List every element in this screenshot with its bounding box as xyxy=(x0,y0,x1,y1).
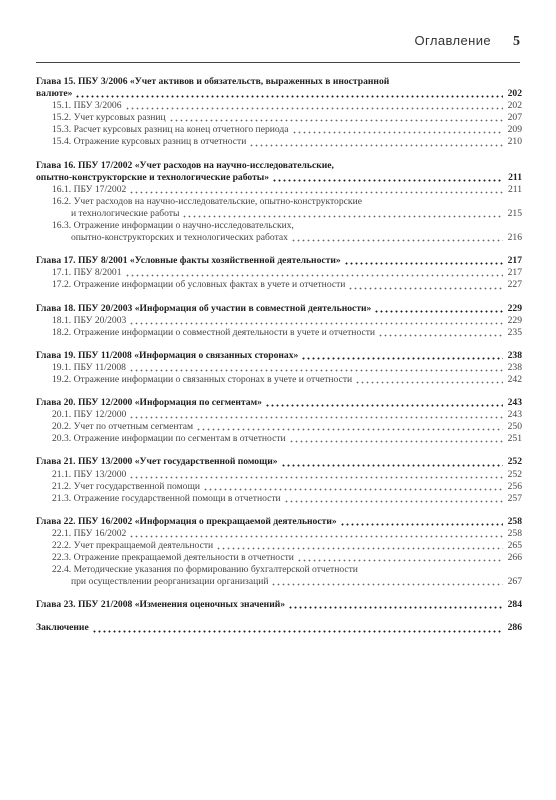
chapter-title: опытно-конструкторские и технологические работы» xyxy=(36,171,270,183)
dot-leader xyxy=(203,481,503,491)
section-title: 16.1. ПБУ 17/2002 xyxy=(52,183,127,195)
chapter-title: валюте» xyxy=(36,88,73,100)
chapter-entry[interactable] xyxy=(36,516,522,528)
section-entry[interactable] xyxy=(36,112,522,124)
section-title: 20.2. Учет по отчетным сегментам xyxy=(52,421,194,433)
dot-leader xyxy=(196,421,503,431)
dot-leader xyxy=(129,469,503,479)
dot-leader xyxy=(75,88,503,98)
chapter-title: Глава 22. ПБУ 16/2002 «Информация о прекращаемой деятельности» xyxy=(36,515,337,527)
toc-chapter xyxy=(36,350,522,386)
chapter-title: Глава 21. ПБУ 13/2000 «Учет государственной помощи» xyxy=(36,456,278,468)
section-entry[interactable] xyxy=(36,267,522,279)
chapter-page-number: 217 xyxy=(507,255,522,267)
dot-leader xyxy=(265,397,503,407)
section-page-number: 250 xyxy=(507,421,522,433)
section-title: 20.3. Отражение информации по сегментам в отчетности xyxy=(52,433,286,445)
toc-chapter xyxy=(36,160,522,245)
section-title: 20.1. ПБУ 12/2000 xyxy=(52,409,127,421)
chapter-entry[interactable] xyxy=(36,88,522,100)
section-page-number: 257 xyxy=(507,492,522,504)
chapter-title-line: Глава 16. ПБУ 17/2002 «Учет расходов на научно-исследовательские, xyxy=(36,159,334,171)
dot-leader xyxy=(129,409,503,419)
toc-chapter xyxy=(36,622,522,634)
dot-leader xyxy=(288,599,503,609)
chapter-entry[interactable] xyxy=(36,622,522,634)
section-page-number: 251 xyxy=(507,433,522,445)
chapter-entry[interactable] xyxy=(36,397,522,409)
section-entry[interactable] xyxy=(36,232,522,244)
dot-leader xyxy=(129,528,503,538)
chapter-entry[interactable] xyxy=(36,255,522,267)
dot-leader xyxy=(272,172,503,182)
dot-leader xyxy=(125,100,503,110)
dot-leader xyxy=(292,124,503,134)
dot-leader xyxy=(284,493,503,503)
section-page-number: 243 xyxy=(507,409,522,421)
section-title: 15.1. ПБУ 3/2006 xyxy=(52,100,122,112)
toc-chapter xyxy=(36,397,522,445)
section-page-number: 258 xyxy=(507,527,522,539)
chapter-title: Глава 19. ПБУ 11/2008 «Информация о связанных сторонах» xyxy=(36,349,299,361)
section-title: 15.2. Учет курсовых разниц xyxy=(52,112,166,124)
section-entry[interactable] xyxy=(36,552,522,564)
chapter-page-number: 243 xyxy=(507,397,522,409)
section-page-number: 266 xyxy=(507,552,522,564)
section-entry[interactable] xyxy=(36,124,522,136)
chapter-entry[interactable] xyxy=(36,350,522,362)
section-title-line: 16.2. Учет расходов на научно-исследовательские, опытно-конструкторские xyxy=(52,195,362,207)
chapter-entry[interactable] xyxy=(36,172,522,184)
section-entry[interactable] xyxy=(36,409,522,421)
section-entry[interactable] xyxy=(36,100,522,112)
toc-chapter xyxy=(36,303,522,339)
section-title-line: 16.3. Отражение информации о научно-исследовательских, xyxy=(52,220,294,232)
dot-leader xyxy=(374,303,503,313)
chapter-page-number: 211 xyxy=(508,171,522,183)
section-entry[interactable] xyxy=(36,327,522,339)
section-title: 21.1. ПБУ 13/2000 xyxy=(52,468,127,480)
chapter-title-line: Глава 15. ПБУ 3/2006 «Учет активов и обязательств, выраженных в иностранной xyxy=(36,76,390,87)
chapter-title: Глава 17. ПБУ 8/2001 «Условные факты хозяйственной деятельности» xyxy=(36,255,341,267)
section-title: 22.2. Учет прекращаемой деятельности xyxy=(52,540,214,551)
dot-leader xyxy=(281,457,503,467)
section-page-number: 207 xyxy=(507,112,522,124)
chapter-page-number: 252 xyxy=(507,456,522,468)
dot-leader xyxy=(301,350,503,360)
section-entry[interactable] xyxy=(36,433,522,445)
header-divider xyxy=(36,62,520,63)
section-title: 18.2. Отражение информации о совместной деятельности в учете и отчетности xyxy=(52,326,376,338)
section-entry[interactable] xyxy=(36,481,522,493)
chapter-entry[interactable] xyxy=(36,599,522,611)
dot-leader xyxy=(92,623,503,633)
section-entry[interactable] xyxy=(36,315,522,327)
section-title: и технологические работы xyxy=(71,207,180,219)
section-title: 22.3. Отражение прекращаемой деятельности в отчетности xyxy=(52,552,294,564)
dot-leader xyxy=(355,374,503,384)
dot-leader xyxy=(216,540,503,550)
section-page-number: 209 xyxy=(507,124,522,136)
chapter-page-number: 202 xyxy=(507,88,522,100)
section-title: при осуществлении реорганизации организаций xyxy=(71,576,269,588)
section-entry[interactable] xyxy=(36,184,522,196)
section-entry[interactable] xyxy=(36,136,522,148)
dot-leader xyxy=(348,280,503,290)
toc-chapter xyxy=(36,255,522,291)
section-page-number: 210 xyxy=(507,136,522,148)
section-page-number: 227 xyxy=(507,279,522,291)
dot-leader xyxy=(291,232,503,242)
chapter-title: Заключение xyxy=(36,622,89,634)
running-header xyxy=(36,33,520,55)
section-page-number: 216 xyxy=(507,232,522,244)
section-page-number: 217 xyxy=(507,267,522,279)
section-entry[interactable] xyxy=(36,576,522,588)
section-page-number: 242 xyxy=(507,373,522,385)
section-title: 15.4. Отражение курсовых разниц в отчетности xyxy=(52,136,247,148)
dot-leader xyxy=(289,433,503,443)
toc-chapter xyxy=(36,456,522,504)
section-title: 19.2. Отражение информации о связанных сторонах в учете и отчетности xyxy=(52,373,353,385)
dot-leader xyxy=(271,576,503,586)
section-entry[interactable] xyxy=(36,421,522,433)
section-page-number: 229 xyxy=(507,314,522,326)
chapter-page-number: 238 xyxy=(507,349,522,361)
section-page-number: 252 xyxy=(507,468,522,480)
dot-leader xyxy=(297,552,503,562)
dot-leader xyxy=(344,255,503,265)
section-title-line: 22.4. Методические указания по формированию бухгалтерской отчетности xyxy=(52,564,358,576)
section-title: 18.1. ПБУ 20/2003 xyxy=(52,314,127,326)
section-title: 21.3. Отражение государственной помощи в отчетности xyxy=(52,492,281,504)
section-title: 17.1. ПБУ 8/2001 xyxy=(52,267,122,279)
section-entry[interactable] xyxy=(36,528,522,540)
dot-leader xyxy=(169,112,503,122)
section-page-number: 265 xyxy=(507,540,522,551)
dot-leader xyxy=(378,327,503,337)
chapter-entry[interactable] xyxy=(36,303,522,315)
section-entry[interactable] xyxy=(36,469,522,481)
section-entry[interactable] xyxy=(36,279,522,291)
section-title: опытно-конструкторских и технологических работах xyxy=(71,232,288,244)
chapter-page-number: 284 xyxy=(507,599,522,611)
dot-leader xyxy=(129,315,503,325)
section-title: 17.2. Отражение информации об условных фактах в учете и отчетности xyxy=(52,279,346,291)
section-entry[interactable] xyxy=(36,208,522,220)
toc-chapter xyxy=(36,599,522,611)
section-entry[interactable] xyxy=(36,493,522,505)
section-page-number: 235 xyxy=(507,326,522,338)
dot-leader xyxy=(125,267,503,277)
toc-chapter xyxy=(36,76,522,149)
section-title: 21.2. Учет государственной помощи xyxy=(52,480,200,492)
section-page-number: 267 xyxy=(507,576,522,588)
section-title: 22.1. ПБУ 16/2002 xyxy=(52,527,127,539)
section-entry[interactable] xyxy=(36,540,522,552)
section-title: 19.1. ПБУ 11/2008 xyxy=(52,361,126,373)
chapter-page-number: 229 xyxy=(507,302,522,314)
section-entry[interactable] xyxy=(36,362,522,374)
page-number: 5 xyxy=(513,34,520,49)
dot-leader xyxy=(182,208,503,218)
dot-leader xyxy=(249,137,503,147)
dot-leader xyxy=(129,362,503,372)
section-page-number: 215 xyxy=(507,207,522,219)
section-entry[interactable] xyxy=(36,374,522,386)
chapter-title: Глава 20. ПБУ 12/2000 «Информация по сегментам» xyxy=(36,397,262,409)
running-header-title: Оглавление xyxy=(414,33,491,48)
chapter-page-number: 258 xyxy=(507,515,522,527)
chapter-title: Глава 23. ПБУ 21/2008 «Изменения оценочных значений» xyxy=(36,599,286,611)
section-page-number: 211 xyxy=(507,183,522,195)
dot-leader xyxy=(129,184,503,194)
section-title: 15.3. Расчет курсовых разниц на конец отчетного периода xyxy=(52,124,289,136)
chapter-title: Глава 18. ПБУ 20/2003 «Информация об участии в совместной деятельности» xyxy=(36,302,372,314)
section-page-number: 256 xyxy=(507,480,522,492)
section-page-number: 238 xyxy=(507,361,522,373)
dot-leader xyxy=(340,516,503,526)
section-page-number: 202 xyxy=(507,100,522,112)
table-of-contents xyxy=(36,76,522,646)
toc-chapter xyxy=(36,516,522,589)
chapter-entry[interactable] xyxy=(36,456,522,468)
chapter-page-number: 286 xyxy=(507,622,522,634)
